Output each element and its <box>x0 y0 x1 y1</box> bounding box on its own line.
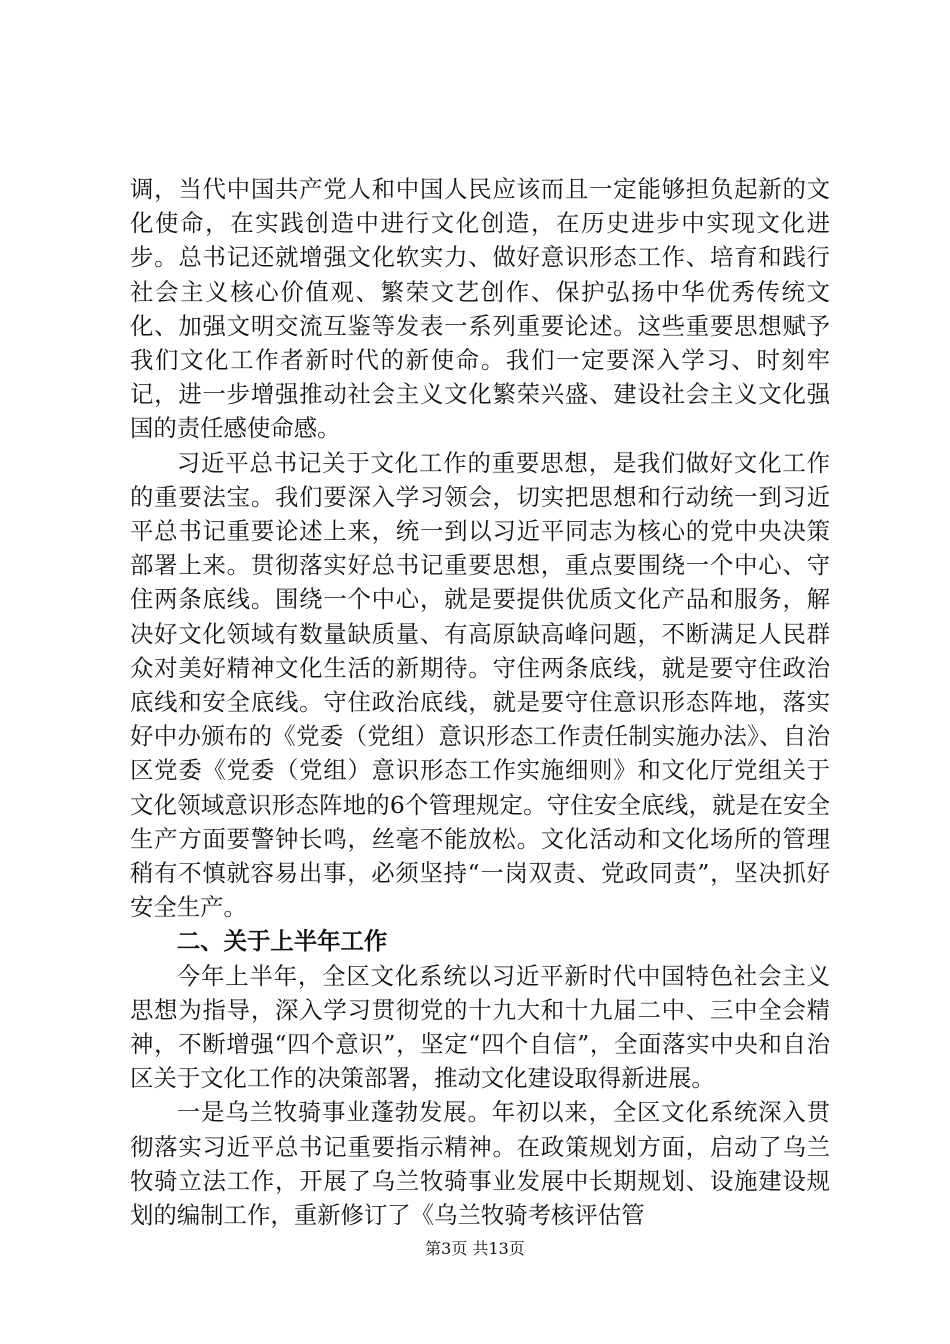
paragraph-4: 一是乌兰牧骑事业蓬勃发展。年初以来，全区文化系统深入贯彻落实习近平总书记重要指示精神。在政策规划方面，启动了乌兰牧骑立法工作，开展了乌兰牧骑事业发展中长期规划、设施建设规划的编制工作，重新修订了《乌兰牧骑考核评估管 <box>130 1098 830 1230</box>
paragraph-1: 调，当代中国共产党人和中国人民应该而且一定能够担负起新的文化使命，在实践创造中进行文化创造，在历史进步中实现文化进步。总书记还就增强文化软实力、做好意识形态工作、培育和践行社会主义核心价值观、繁荣文艺创作、保护弘扬中华优秀传统文化、加强文明交流互鉴等发表一系列重要论述。这些重要思想赋予我们文化工作者新时代的新使命。我们一定要深入学习、时刻牢记，进一步增强推动社会主义文化繁荣兴盛、建设社会主义文化强国的责任感使命感。 <box>130 175 830 443</box>
document-body <box>130 172 830 1232</box>
page-number-footer: 第3页 共13页 <box>425 1239 525 1258</box>
paragraph-3: 今年上半年，全区文化系统以习近平新时代中国特色社会主义思想为指导，深入学习贯彻党的十九大和十九届二中、三中全会精神，不断增强“四个意识”，坚定“四个自信”，全面落实中央和自治区关于文化工作的决策部署，推动文化建设取得新进展。 <box>130 961 830 1093</box>
section-heading: 二、关于上半年工作 <box>176 927 388 956</box>
paragraph-2: 习近平总书记关于文化工作的重要思想，是我们做好文化工作的重要法宝。我们要深入学习领会，切实把思想和行动统一到习近平总书记重要论述上来，统一到以习近平同志为核心的党中央决策部署上来。贯彻落实好总书记重要思想，重点要围绕一个中心、守住两条底线。围绕一个中心，就是要提供优质文化产品和服务，解决好文化领域有数量缺质量、有高原缺高峰问题，不断满足人民群众对美好精神文化生活的新期待。守住两条底线，就是要守住政治底线和安全底线。守住政治底线，就是要守住意识形态阵地，落实好中办颁布的《党委（党组）意识形态工作责任制实施办法》、自治区党委《党委（党组）意识形态工作实施细则》和文化厅党组关于文化领域意识形态阵地的6个管理规定。守住安全底线，就是在安全生产方面要警钟长鸣，丝毫不能放松。文化活动和文化场所的管理稍有不慎就容易出事，必须坚持“一岗双责、党政同责”，坚决抓好安全生产。 <box>130 448 830 922</box>
